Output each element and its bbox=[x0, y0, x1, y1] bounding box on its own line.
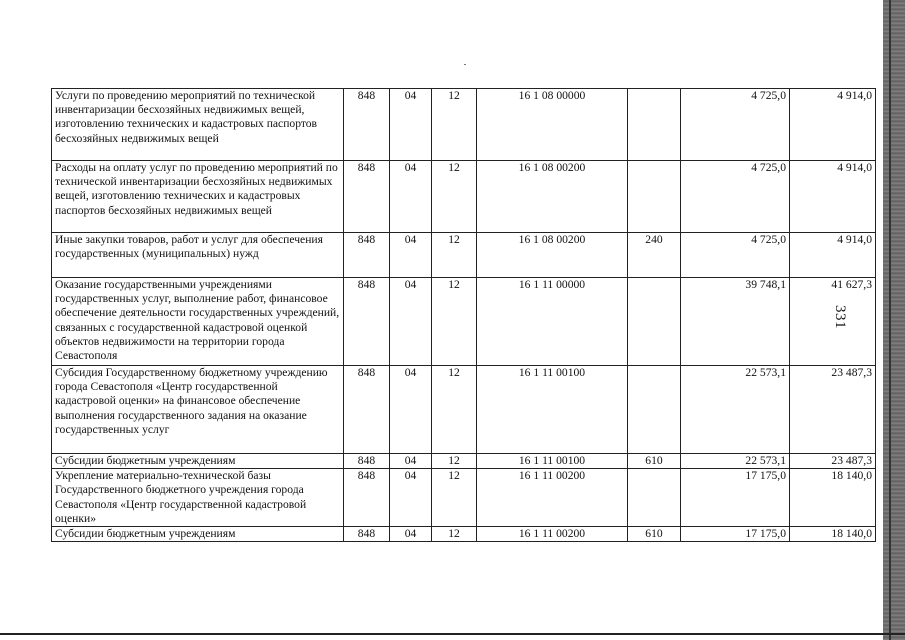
row-sum1-cell: 17 175,0 bbox=[681, 527, 790, 542]
row-ved-cell: 848 bbox=[344, 469, 390, 527]
row-name-cell: Укрепление материально-технической базы Государственного бюджетного учреждения города Севастополя «Центр государственной кадастровой оценки» bbox=[52, 469, 344, 527]
row-sum2-cell: 18 140,0 bbox=[790, 527, 876, 542]
table-body bbox=[52, 89, 876, 542]
row-pr-cell: 12 bbox=[432, 161, 477, 233]
row-csr-cell: 16 1 11 00200 bbox=[477, 469, 628, 527]
row-csr-cell: 16 1 11 00100 bbox=[477, 454, 628, 469]
row-ved-cell: 848 bbox=[344, 366, 390, 454]
row-pr-cell: 12 bbox=[432, 366, 477, 454]
row-sum2-cell: 23 487,3 bbox=[790, 454, 876, 469]
scan-speck bbox=[464, 64, 466, 65]
page-bottom-edge bbox=[0, 633, 905, 635]
row-ved-cell: 848 bbox=[344, 454, 390, 469]
row-sum2-cell: 18 140,0 bbox=[790, 469, 876, 527]
row-ved-cell: 848 bbox=[344, 233, 390, 278]
row-pr-cell: 12 bbox=[432, 233, 477, 278]
row-pr-cell: 12 bbox=[432, 454, 477, 469]
row-csr-cell: 16 1 11 00100 bbox=[477, 366, 628, 454]
row-name-cell: Субсидии бюджетным учреждениям bbox=[52, 527, 344, 542]
row-sum1-cell: 17 175,0 bbox=[681, 469, 790, 527]
row-vr-cell bbox=[628, 161, 681, 233]
row-sum1-cell: 4 725,0 bbox=[681, 89, 790, 161]
row-ved-cell: 848 bbox=[344, 161, 390, 233]
row-vr-cell: 240 bbox=[628, 233, 681, 278]
row-sum2-cell: 4 914,0 bbox=[790, 89, 876, 161]
row-pr-cell: 12 bbox=[432, 89, 477, 161]
row-rz-cell: 04 bbox=[390, 89, 432, 161]
row-pr-cell: 12 bbox=[432, 278, 477, 366]
row-csr-cell: 16 1 11 00000 bbox=[477, 278, 628, 366]
row-vr-cell bbox=[628, 89, 681, 161]
row-vr-cell: 610 bbox=[628, 527, 681, 542]
row-csr-cell: 16 1 11 00200 bbox=[477, 527, 628, 542]
row-rz-cell: 04 bbox=[390, 278, 432, 366]
row-rz-cell: 04 bbox=[390, 233, 432, 278]
row-pr-cell: 12 bbox=[432, 469, 477, 527]
row-vr-cell: 610 bbox=[628, 454, 681, 469]
page-number: 331 bbox=[832, 305, 848, 329]
scan-edge-artifact bbox=[883, 0, 905, 640]
row-vr-cell bbox=[628, 469, 681, 527]
row-sum1-cell: 4 725,0 bbox=[681, 233, 790, 278]
row-rz-cell: 04 bbox=[390, 527, 432, 542]
row-name-cell: Услуги по проведению мероприятий по технической инвентаризации бесхозяйных недвижимых вещей, изготовлению технических и кадастровых паспортов бесхозяйных недвижимых вещей bbox=[52, 89, 344, 161]
table-row bbox=[52, 161, 876, 233]
row-csr-cell: 16 1 08 00200 bbox=[477, 161, 628, 233]
row-sum1-cell: 22 573,1 bbox=[681, 454, 790, 469]
row-vr-cell bbox=[628, 278, 681, 366]
row-csr-cell: 16 1 08 00200 bbox=[477, 233, 628, 278]
table-row bbox=[52, 233, 876, 278]
row-csr-cell: 16 1 08 00000 bbox=[477, 89, 628, 161]
row-name-cell: Расходы на оплату услуг по проведению мероприятий по технической инвентаризации бесхозяйных недвижимых вещей, изготовлению технических и кадастровых паспортов бесхозяйных недвижимых вещей bbox=[52, 161, 344, 233]
row-vr-cell bbox=[628, 366, 681, 454]
table-row bbox=[52, 366, 876, 454]
table-row bbox=[52, 527, 876, 542]
row-pr-cell: 12 bbox=[432, 527, 477, 542]
table-row bbox=[52, 469, 876, 527]
row-rz-cell: 04 bbox=[390, 366, 432, 454]
row-rz-cell: 04 bbox=[390, 454, 432, 469]
table-row bbox=[52, 454, 876, 469]
row-sum2-cell: 4 914,0 bbox=[790, 233, 876, 278]
row-ved-cell: 848 bbox=[344, 278, 390, 366]
row-name-cell: Иные закупки товаров, работ и услуг для обеспечения государственных (муниципальных) нужд bbox=[52, 233, 344, 278]
table-row bbox=[52, 89, 876, 161]
table-row bbox=[52, 278, 876, 366]
row-name-cell: Оказание государственными учреждениями государственных услуг, выполнение работ, финансовое обеспечение деятельности государственных учреждений, связанных с государственной кадастровой оценкой объектов недвижимости на территории города Севастополя bbox=[52, 278, 344, 366]
row-name-cell: Субсидия Государственному бюджетному учреждению города Севастополя «Центр государственной кадастровой оценки» на финансовое обеспечение выполнения государственного задания на оказание государственных услуг bbox=[52, 366, 344, 454]
row-sum1-cell: 22 573,1 bbox=[681, 366, 790, 454]
row-sum2-cell: 23 487,3 bbox=[790, 366, 876, 454]
row-sum1-cell: 39 748,1 bbox=[681, 278, 790, 366]
budget-table bbox=[51, 88, 876, 542]
row-ved-cell: 848 bbox=[344, 527, 390, 542]
row-sum1-cell: 4 725,0 bbox=[681, 161, 790, 233]
row-ved-cell: 848 bbox=[344, 89, 390, 161]
row-name-cell: Субсидии бюджетным учреждениям bbox=[52, 454, 344, 469]
row-rz-cell: 04 bbox=[390, 469, 432, 527]
row-sum2-cell: 4 914,0 bbox=[790, 161, 876, 233]
row-rz-cell: 04 bbox=[390, 161, 432, 233]
row-sum2-cell: 41 627,3 bbox=[790, 278, 876, 366]
